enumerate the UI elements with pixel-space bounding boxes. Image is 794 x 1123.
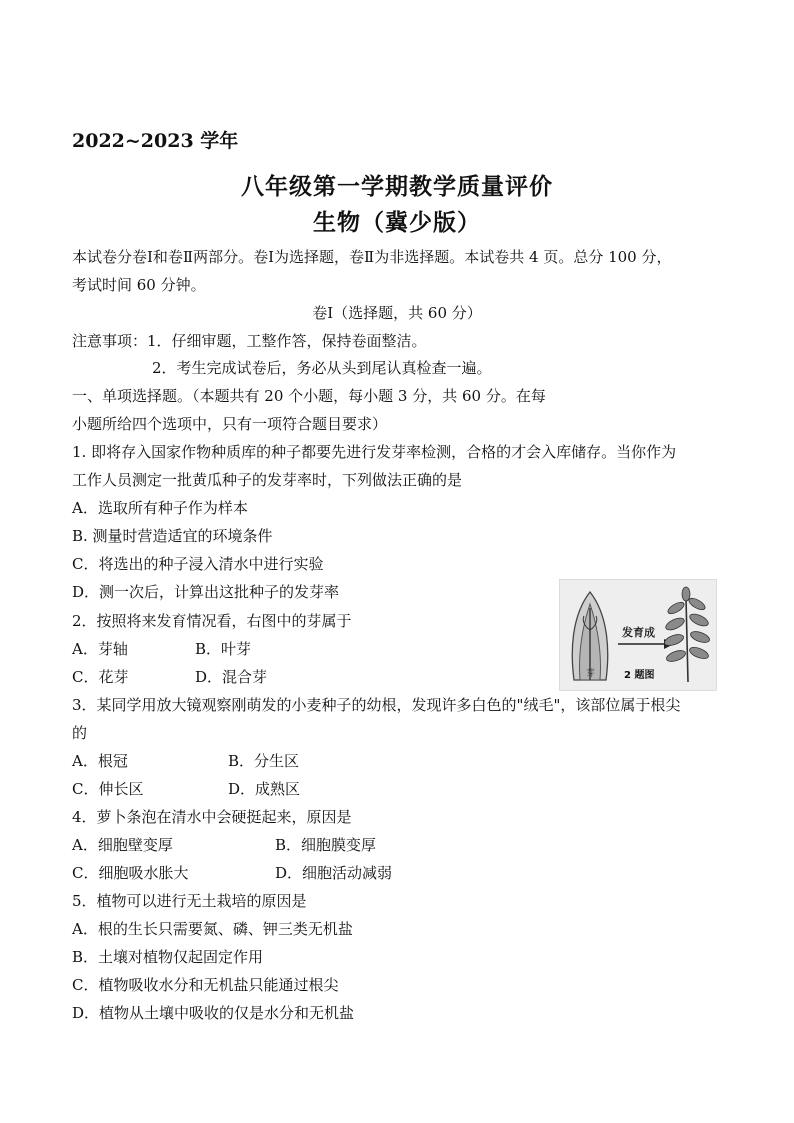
- part-one-heading-1: 一、单项选择题。（本题共有 20 个小题，每小题 3 分，共 60 分。在每: [72, 387, 546, 405]
- q5-option-c: C．植物吸收水分和无机盐只能通过根尖: [72, 976, 339, 994]
- figure-caption: 2 题图: [624, 670, 655, 681]
- q2-option-b: B．叶芽: [195, 640, 252, 658]
- q4-option-d: D．细胞活动减弱: [275, 864, 393, 882]
- q1-stem-2: 工作人员测定一批黄瓜种子的发芽率时，下列做法正确的是: [72, 471, 463, 489]
- q2-option-a: A．芽轴: [72, 640, 128, 658]
- q1-option-a: A．选取所有种子作为样本: [72, 499, 248, 517]
- q3-option-b: B．分生区: [228, 752, 300, 770]
- exam-subject: 生物（冀少版）: [313, 209, 481, 236]
- bud-diagram: [560, 580, 716, 690]
- q1-stem-1: 1. 即将存入国家作物种质库的种子都要先进行发芽率检测，合格的才会入库储存。当你作为: [72, 443, 677, 461]
- q1-option-c: C．将选出的种子浸入清水中进行实验: [72, 555, 324, 573]
- q3-stem-1: 3．某同学用放大镜观察刚萌发的小麦种子的幼根，发现许多白色的"绒毛"，该部位属于根尖: [72, 696, 681, 714]
- q3-option-c: C．伸长区: [72, 780, 144, 798]
- q5-option-a: A．根的生长只需要氮、磷、钾三类无机盐: [72, 920, 353, 938]
- school-year: 2022~2023 学年: [72, 130, 239, 152]
- intro-line-1: 本试卷分卷Ⅰ和卷Ⅱ两部分。卷Ⅰ为选择题，卷Ⅱ为非选择题。本试卷共 4 页。总分 100 分，: [72, 248, 672, 266]
- q2-option-c: C．花芽: [72, 668, 129, 686]
- branch-stem: [686, 598, 688, 682]
- q5-option-b: B．土壤对植物仅起固定作用: [72, 948, 264, 966]
- part-one-heading-2: 小题所给四个选项中，只有一项符合题目要求）: [72, 415, 388, 433]
- q4-option-c: C．细胞吸水胀大: [72, 864, 189, 882]
- q5-option-d: D．植物从土壤中吸收的仅是水分和无机盐: [72, 1004, 355, 1022]
- arrow-label: 发育成: [622, 626, 655, 639]
- q2-figure: [559, 579, 717, 691]
- q2-option-d: D．混合芽: [195, 668, 268, 686]
- q4-stem: 4．萝卜条泡在清水中会硬挺起来，原因是: [72, 808, 352, 826]
- q3-option-a: A．根冠: [72, 752, 128, 770]
- intro-line-2: 考试时间 60 分钟。: [72, 276, 206, 294]
- bud-label: 芽: [586, 669, 596, 679]
- section-header: 卷Ⅰ（选择题，共 60 分）: [312, 304, 482, 322]
- note-1: 注意事项：1．仔细审题，工整作答，保持卷面整洁。: [72, 332, 427, 350]
- q3-stem-2: 的: [72, 724, 88, 742]
- q1-option-b: B. 测量时营造适宜的环境条件: [72, 527, 273, 545]
- q2-stem: 2．按照将来发育情况看，右图中的芽属于: [72, 612, 352, 630]
- note-2: 2．考生完成试卷后，务必从头到尾认真检查一遍。: [152, 359, 492, 377]
- q1-option-d: D．测一次后，计算出这批种子的发芽率: [72, 583, 340, 601]
- q4-option-a: A．细胞壁变厚: [72, 836, 173, 854]
- q5-stem: 5．植物可以进行无土栽培的原因是: [72, 892, 307, 910]
- exam-title: 八年级第一学期教学质量评价: [241, 173, 553, 200]
- q4-option-b: B．细胞膜变厚: [275, 836, 377, 854]
- q3-option-d: D．成熟区: [228, 780, 301, 798]
